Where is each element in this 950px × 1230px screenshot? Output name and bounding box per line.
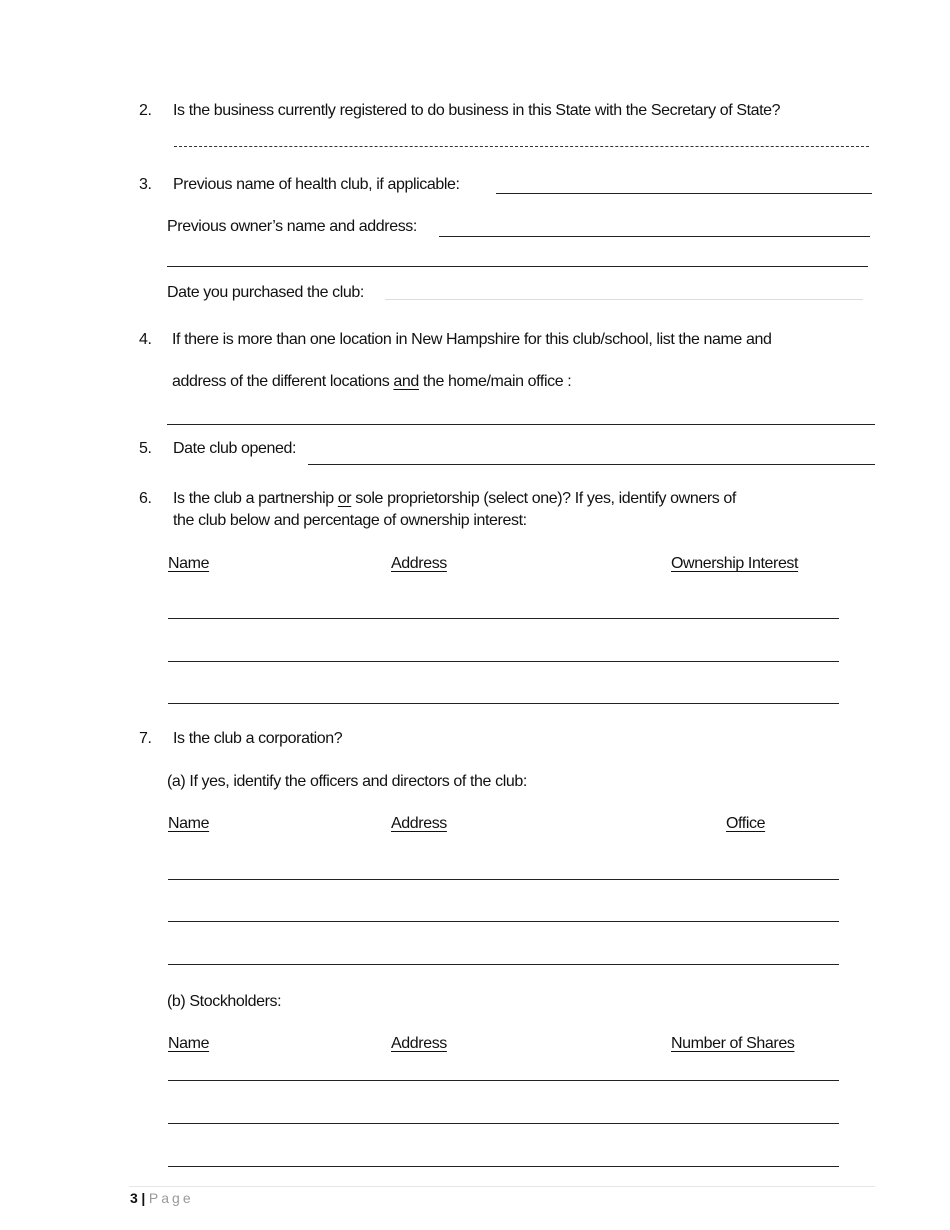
q4-line2	[172, 372, 571, 392]
q6-row-line-2[interactable]	[168, 661, 839, 662]
q3-previous-name-line[interactable]	[496, 193, 872, 194]
q6-col-interest: Ownership Interest	[671, 555, 799, 572]
q7b-text: (b) Stockholders:	[167, 993, 282, 1010]
q4-line2-pre: address of the different locations	[172, 373, 394, 390]
q7a-row-line-3[interactable]	[168, 964, 839, 965]
q6-row-line-3[interactable]	[168, 703, 839, 704]
page-footer	[130, 1189, 194, 1207]
q6-col-address: Address	[391, 555, 447, 572]
q7-text: Is the club a corporation?	[173, 730, 343, 747]
q6-line1	[173, 489, 736, 509]
q7b-row-line-2[interactable]	[168, 1123, 839, 1124]
q7a-col-address: Address	[391, 815, 447, 832]
q5-answer-line[interactable]	[308, 464, 875, 465]
page-label: Page	[148, 1190, 194, 1206]
q6-line1-post: sole proprietorship (select one)? If yes, identify owners of	[351, 490, 736, 507]
q7a-row-line-2[interactable]	[168, 921, 839, 922]
q4-answer-line[interactable]	[167, 424, 875, 425]
q2-number: 2.	[139, 102, 152, 119]
q4-line2-and: and	[393, 373, 419, 390]
q6-row-line-1[interactable]	[168, 618, 839, 619]
page-number: 3	[130, 1190, 138, 1206]
q4-line2-post: the home/main office :	[418, 373, 572, 390]
q6-line1-pre: Is the club a partnership	[173, 490, 338, 507]
q3-date-label: Date you purchased the club:	[167, 284, 364, 301]
footer-rule	[129, 1186, 875, 1187]
q7a-col-office: Office	[726, 815, 766, 832]
q2-answer-line[interactable]	[174, 146, 869, 147]
q7b-row-line-3[interactable]	[168, 1166, 839, 1167]
q4-line1: If there is more than one location in New Hampshire for this club/school, list the name and	[172, 331, 772, 348]
q7a-row-line-1[interactable]	[168, 879, 839, 880]
q5-text: Date club opened:	[173, 440, 297, 457]
q6-col-name: Name	[168, 555, 210, 572]
page-separator: |	[141, 1190, 145, 1206]
q3-owner-line-2[interactable]	[167, 266, 868, 267]
q7b-col-name: Name	[168, 1035, 210, 1052]
q6-number: 6.	[139, 490, 152, 507]
q3-text: Previous name of health club, if applicable:	[173, 176, 460, 193]
q4-number: 4.	[139, 331, 152, 348]
q7a-col-name: Name	[168, 815, 210, 832]
q3-owner-label: Previous owner’s name and address:	[167, 218, 417, 235]
q6-line1-or: or	[337, 490, 352, 507]
q5-number: 5.	[139, 440, 152, 457]
q7a-text: (a) If yes, identify the officers and directors of the club:	[167, 773, 527, 790]
q7-number: 7.	[139, 730, 152, 747]
q3-date-line[interactable]	[385, 299, 863, 300]
q3-owner-line-1[interactable]	[439, 236, 870, 237]
q6-line2: the club below and percentage of ownership interest:	[173, 512, 527, 529]
q2-text: Is the business currently registered to do business in this State with the Secretary of State?	[173, 102, 781, 119]
q3-number: 3.	[139, 176, 152, 193]
q7b-col-address: Address	[391, 1035, 447, 1052]
q7b-row-line-1[interactable]	[168, 1080, 839, 1081]
q7b-col-shares: Number of Shares	[671, 1035, 795, 1052]
